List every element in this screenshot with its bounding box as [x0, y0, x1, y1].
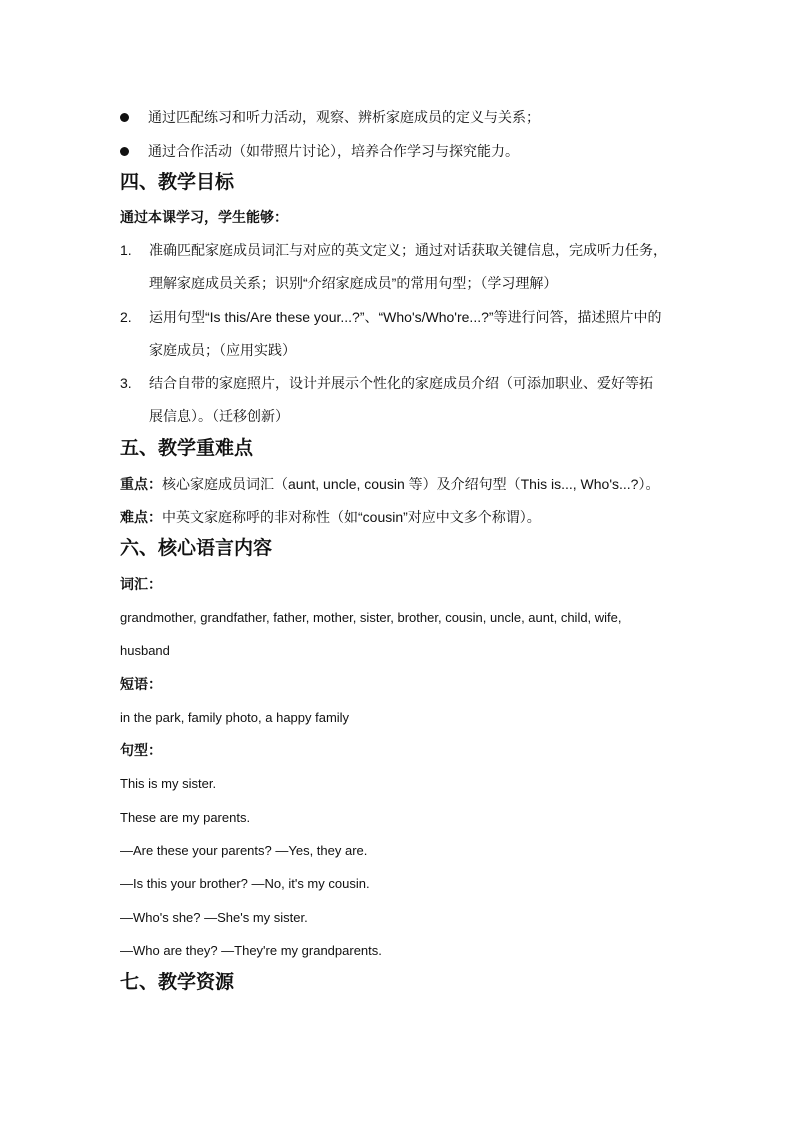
item-line: 运用句型“Is this/Are these your...?”、“Who's/Who're...?”等进行问答，描述照片中的: [149, 309, 662, 325]
key-point-label: 重点：: [120, 476, 162, 492]
key-point-text: 核心家庭成员词汇（aunt, uncle, cousin 等）及介绍句型（This is..., Who's...?）。: [162, 476, 660, 492]
item-line: 结合自带的家庭照片，设计并展示个性化的家庭成员介绍（可添加职业、爱好等拓: [149, 375, 653, 391]
bullet-dot-icon: [120, 147, 129, 156]
bullet-text: 通过匹配练习和听力活动，观察、辨析家庭成员的定义与关系；: [148, 109, 540, 125]
sentence-line: —Is this your brother? —No, it's my cousin.: [120, 876, 370, 891]
phrase-text: in the park, family photo, a happy family: [120, 710, 350, 725]
phrase-label: 短语：: [120, 676, 162, 692]
sentence-line: —Are these your parents? —Yes, they are.: [120, 843, 368, 858]
vocab-label: 词汇：: [120, 576, 162, 592]
section-heading-objectives: 四、教学目标: [120, 172, 235, 193]
item-number: 3.: [120, 375, 132, 391]
sentence-label: 句型：: [120, 742, 162, 758]
item-number: 1.: [120, 242, 132, 258]
section-heading-resources: 七、教学资源: [120, 972, 235, 993]
objectives-intro: 通过本课学习，学生能够：: [120, 209, 288, 225]
item-line: 准确匹配家庭成员词汇与对应的英文定义；通过对话获取关键信息，完成听力任务，: [149, 242, 667, 258]
key-point-paragraph: [120, 474, 659, 494]
sentence-line: —Who's she? —She's my sister.: [120, 910, 308, 925]
difficulty-paragraph: [120, 507, 541, 527]
vocab-line: grandmother, grandfather, father, mother, sister, brother, cousin, uncle, aunt, child, wife,: [120, 610, 622, 625]
difficulty-label: 难点：: [120, 509, 162, 525]
item-number: 2.: [120, 309, 132, 325]
section-heading-key-points: 五、教学重难点: [120, 438, 254, 459]
item-line: 理解家庭成员关系；识别“介绍家庭成员”的常用句型；（学习理解）: [149, 275, 558, 291]
bullet-dot-icon: [120, 113, 129, 122]
sentence-line: —Who are they? —They're my grandparents.: [120, 943, 382, 958]
vocab-line: husband: [120, 643, 170, 658]
sentence-line: This is my sister.: [120, 776, 217, 791]
section-heading-core-language: 六、核心语言内容: [120, 538, 273, 559]
sentence-line: These are my parents.: [120, 810, 251, 825]
item-line: 展信息）。（迁移创新）: [149, 408, 289, 424]
difficulty-text: 中英文家庭称呼的非对称性（如“cousin”对应中文多个称谓）。: [162, 509, 541, 525]
bullet-text: 通过合作活动（如带照片讨论），培养合作学习与探究能力。: [148, 143, 519, 159]
item-line: 家庭成员；（应用实践）: [149, 342, 296, 358]
